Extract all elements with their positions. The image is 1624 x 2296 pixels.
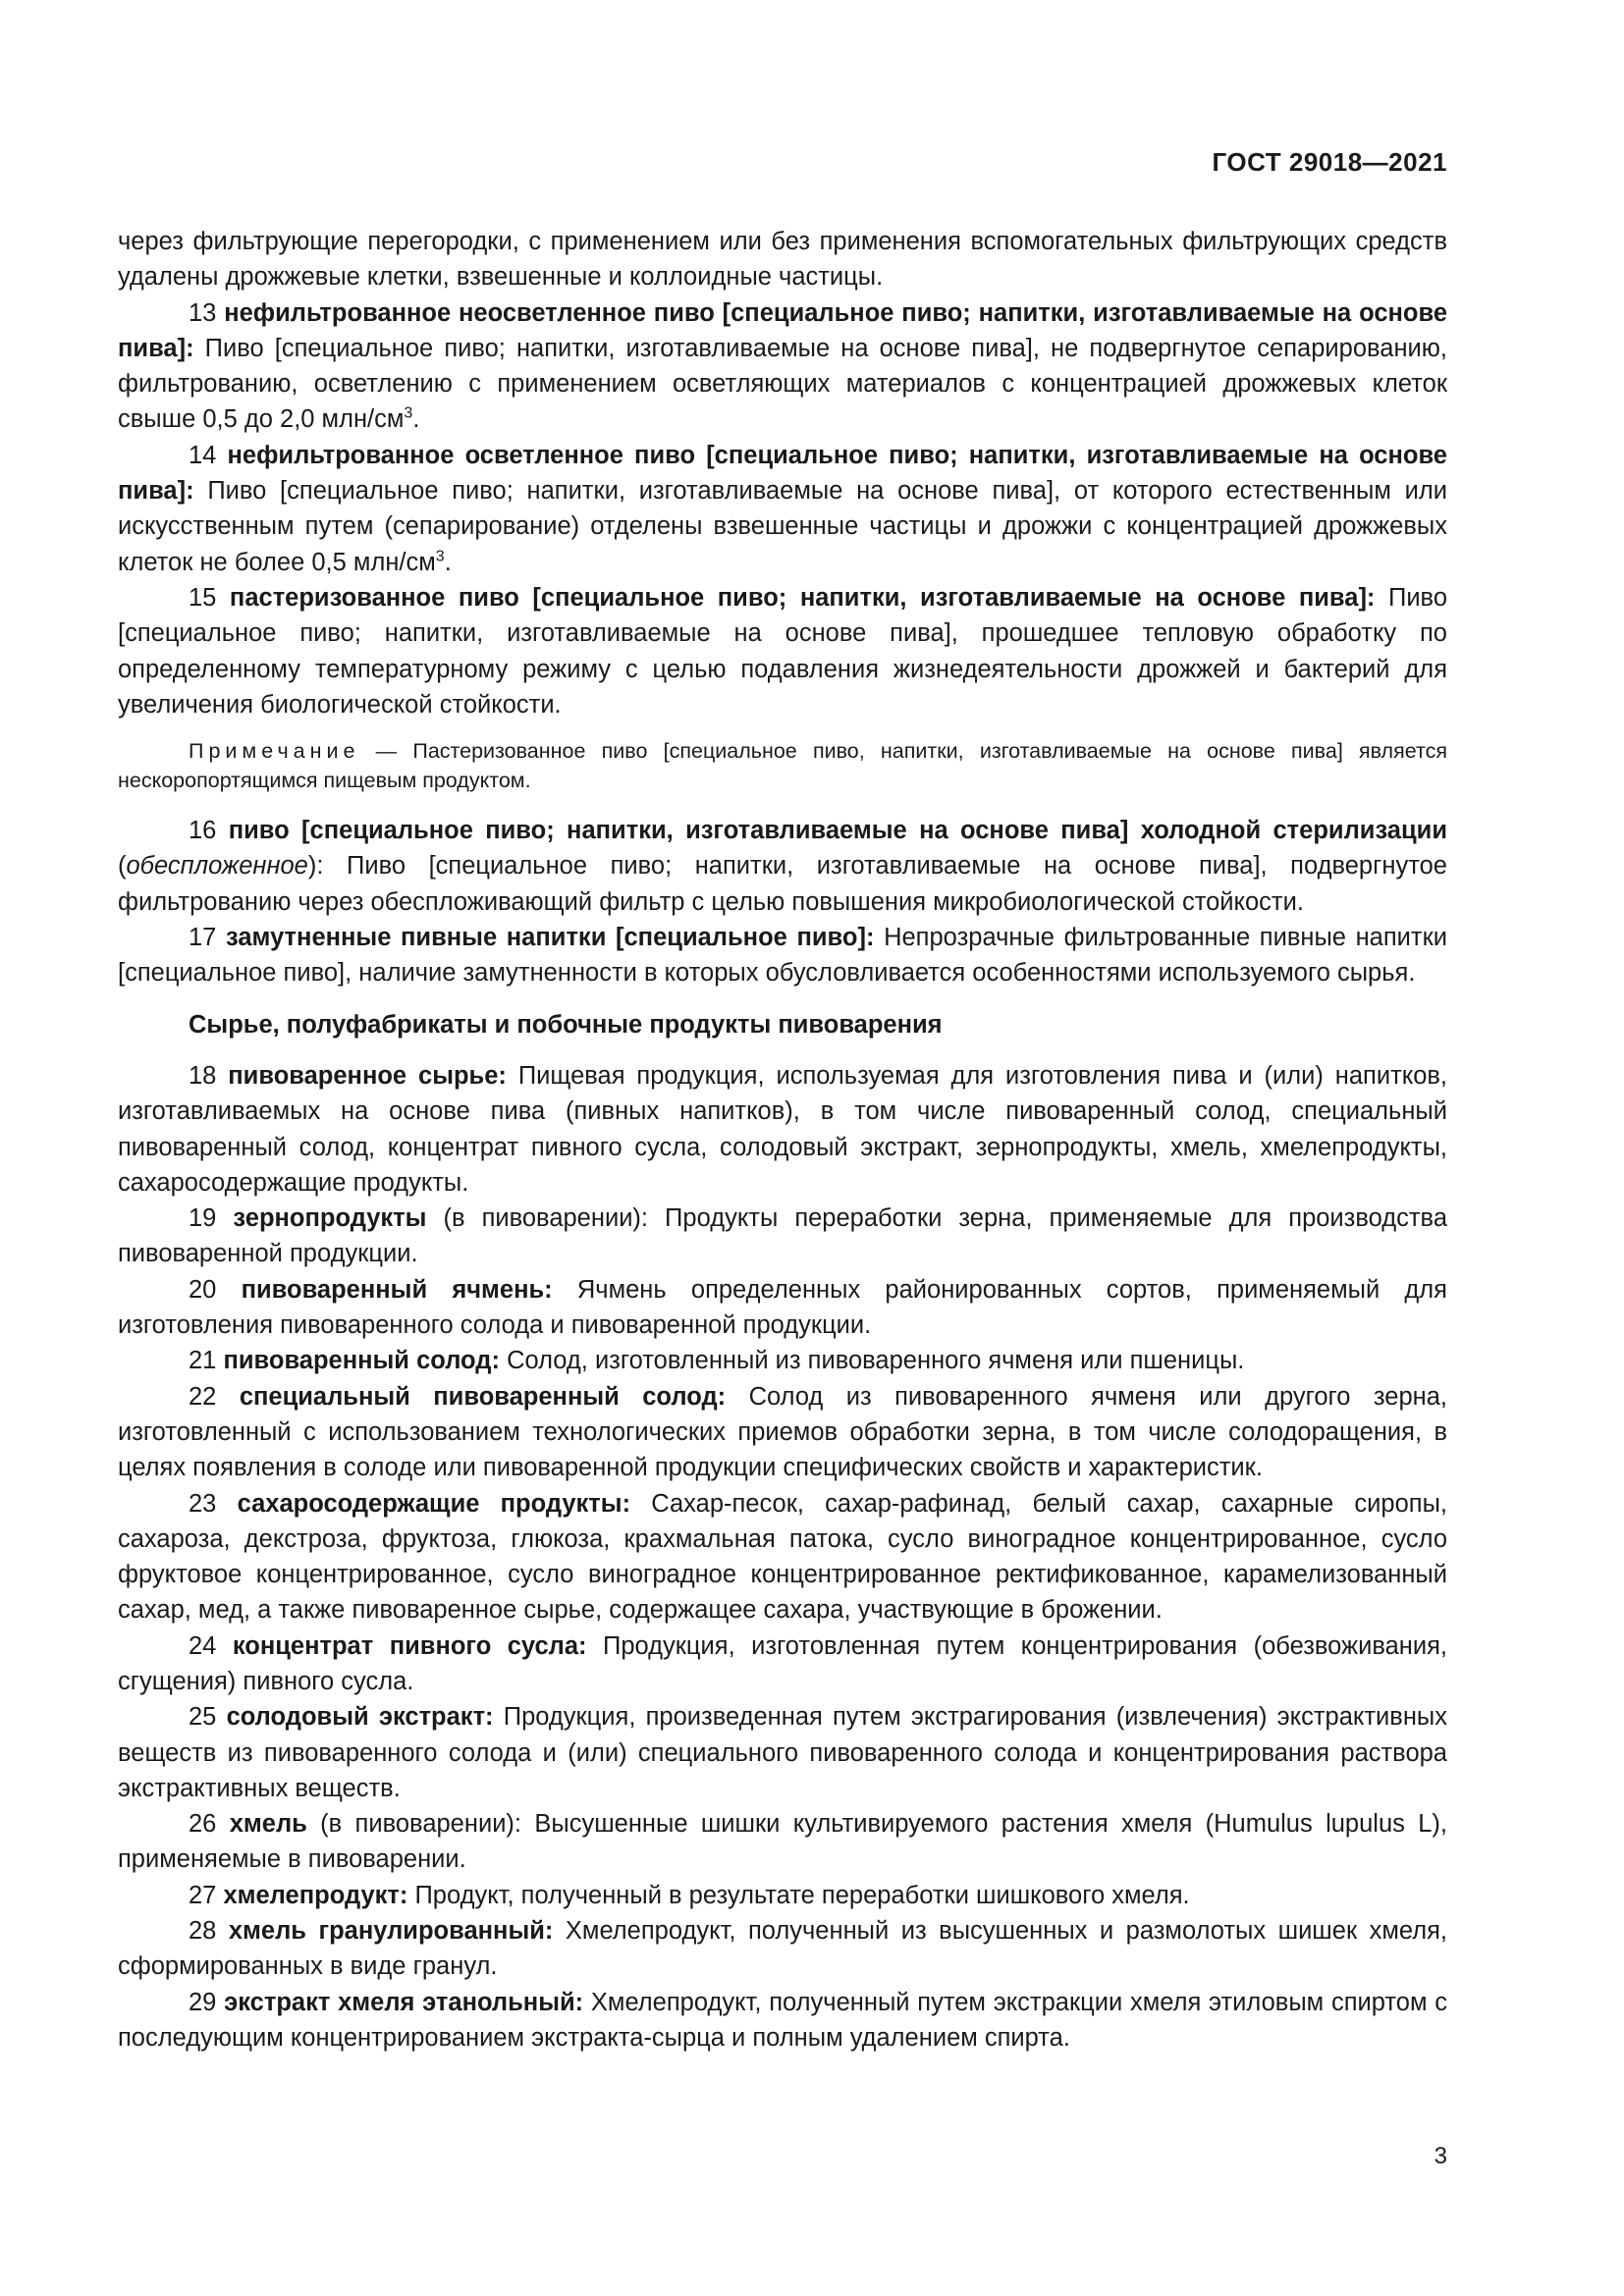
term-name: замутненные пивные напитки [специальное пиво]: xyxy=(226,924,875,952)
term-definition xyxy=(118,295,1447,438)
term-name: сахаросодержащие продукты: xyxy=(237,1489,631,1518)
text-run: Пищевая продукция, используемая для изготовления пива и (или) напитков, изготавливаемых на основе пива (пивных напитков), в том числе пивоваренный солод, специальный пивоваренный солод, концентрат пивного сусла, солодовый экстракт, зернопродукты, хмель, хмелепродукты, сахаросодержащие продукты. xyxy=(118,1061,1448,1197)
text-run: . xyxy=(444,548,452,576)
text-run: Пиво [специальное пиво; напитки, изготавливаемые на основе пива], прошедшее тепловую обработку по определенному температурному режиму с целью подавления жизнедеятельности дрожжей и бактерий для увеличения биологической стойкости. xyxy=(118,583,1448,719)
term-name: экстракт хмеля этанольный: xyxy=(224,1988,584,2016)
text-run: 15 xyxy=(189,583,230,612)
term-name: хмелепродукт: xyxy=(223,1881,408,1909)
term-name: пивоваренный ячмень: xyxy=(241,1275,553,1304)
page-number: 3 xyxy=(1434,2143,1447,2169)
note-paragraph xyxy=(118,736,1447,795)
text-run: 27 xyxy=(189,1881,224,1909)
document-body xyxy=(118,224,1447,2056)
text-run: Продукция, изготовленная путем концентрирования (обезвоживания, сгущения) пивного сусла. xyxy=(118,1631,1448,1695)
text-run: Сырье, полуфабрикаты и побочные продукты пивоварения xyxy=(189,1010,943,1039)
term-definition xyxy=(118,1201,1447,1272)
term-definition xyxy=(118,813,1447,920)
term-name: пастеризованное пиво [специальное пиво; напитки, изготавливаемые на основе пива]: xyxy=(229,583,1376,612)
text-run: — Пастеризованное пиво [специальное пиво, напитки, изготавливаемые на основе пива] является нескоропортящимся пищевым продуктом. xyxy=(118,739,1447,793)
text-run: Солод, изготовленный из пивоваренного ячменя или пшеницы. xyxy=(499,1347,1245,1375)
text-run: ( xyxy=(118,852,127,881)
text-run: 26 xyxy=(189,1810,230,1839)
text-run: (в пивоварении): Продукты переработки зерна, применяемые для производства пивоваренной продукции. xyxy=(118,1204,1448,1268)
text-run: через фильтрующие перегородки, с применением или без применения вспомогательных фильтрующих средств удалены дрожжевые клетки, взвешенные и коллоидные частицы. xyxy=(118,228,1447,292)
text-run: Продукт, полученный в результате переработки шишкового хмеля. xyxy=(407,1881,1190,1909)
term-name: пивоваренное сырье: xyxy=(228,1061,507,1090)
text-run: (в пивоварении): Высушенные шишки культивируемого растения хмеля (Humulus lupulus L), применяемые в пивоварении. xyxy=(118,1810,1447,1874)
text-run: Непрозрачные фильтрованные пивные напитки [специальное пиво], наличие замутненности в которых обусловливается особенностями используемого сырья. xyxy=(118,924,1448,988)
term-name: зернопродукты xyxy=(233,1204,427,1233)
text-run: Пиво [специальное пиво; напитки, изготавливаемые на основе пива], от которого естественным или искусственным путем (сепарирование) отделены взвешенные частицы и дрожжи с концентрацией дрожжевых клеток не более 0,5 млн/см xyxy=(118,477,1447,576)
continuation-paragraph xyxy=(118,224,1447,295)
term-definition xyxy=(118,1629,1447,1700)
text-run: . xyxy=(412,405,420,434)
text-run: 16 xyxy=(189,817,229,845)
text-run: ): Пиво [специальное пиво; напитки, изготавливаемые на основе пива], подвергнутое фильтрованию через обеспложивающий фильтр с целью повышения микробиологической стойкости. xyxy=(118,852,1447,916)
text-run: 13 xyxy=(189,298,225,327)
term-name: специальный пивоваренный солод: xyxy=(239,1382,727,1411)
term-definition xyxy=(118,1699,1447,1806)
term-definition xyxy=(118,1806,1447,1878)
term-name: нефильтрованное неосветленное пиво [специальное пиво; напитки, изготавливаемые на основе пива]: xyxy=(118,298,1448,362)
term-definition xyxy=(118,1486,1447,1629)
term-name: хмель гранулированный: xyxy=(228,1917,554,1946)
term-name: пивоваренный солод: xyxy=(223,1347,500,1375)
text-run: Хмелепродукт, полученный из высушенных и размолотых шишек хмеля, сформированных в виде гранул. xyxy=(118,1917,1447,1981)
superscript: 3 xyxy=(404,404,413,422)
text-run: Пиво [специальное пиво; напитки, изготавливаемые на основе пива], не подвергнутое сепарированию, фильтрованию, осветлению с применением осветляющих материалов с концентрацией дрожжевых клеток свыше 0,5 до 2,0 млн/см xyxy=(118,334,1447,434)
note-label: Примечание xyxy=(189,739,360,764)
text-run: Солод из пивоваренного ячменя или другого зерна, изготовленный с использованием технологических приемов обработки зерна, в том числе солодоращения, в целях появления в солоде или пивоваренной продукции специфических свойств и характеристик. xyxy=(118,1382,1448,1482)
term-definition xyxy=(118,1913,1447,1985)
term-definition xyxy=(118,920,1447,991)
term-definition xyxy=(118,1058,1447,1201)
term-definition xyxy=(118,580,1447,722)
text-run: 23 xyxy=(189,1489,238,1518)
term-definition xyxy=(118,1379,1447,1486)
text-run: 18 xyxy=(189,1061,229,1090)
text-run: 25 xyxy=(189,1703,227,1732)
text-run: Хмелепродукт, полученный путем экстракции хмеля этиловым спиртом с последующим концентрированием экстракта-сырца и полным удалением спирта. xyxy=(118,1988,1447,2052)
document-id-header: ГОСТ 29018—2021 xyxy=(1212,147,1447,177)
term-definition xyxy=(118,1343,1447,1378)
text-run: обеспложенное xyxy=(126,852,308,881)
text-run: Сахар-песок, сахар-рафинад, белый сахар, сахарные сиропы, сахароза, декстроза, фруктоза, глюкоза, крахмальная патока, сусло виноградное концентрированное, сусло фруктовое концентрированное, сусло виноградное концентрированное ректификованное, карамелизованный сахар, мед, а также пивоваренное сырье, содержащее сахара, участвующие в брожении. xyxy=(118,1489,1448,1625)
term-definition xyxy=(118,1985,1447,2056)
text-run: 20 xyxy=(189,1275,242,1304)
term-name: пиво [специальное пиво; напитки, изготавливаемые на основе пива] холодной стерилизации xyxy=(228,817,1447,845)
superscript: 3 xyxy=(435,548,445,565)
text-run: 29 xyxy=(189,1988,225,2016)
term-definition xyxy=(118,1878,1447,1913)
text-run: 22 xyxy=(189,1382,240,1411)
text-run: 17 xyxy=(189,924,227,952)
term-name: хмель xyxy=(229,1810,307,1839)
text-run: 28 xyxy=(189,1917,229,1946)
text-run: 19 xyxy=(189,1204,234,1233)
term-name: нефильтрованное осветленное пиво [специальное пиво; напитки, изготавливаемые на основе пива]: xyxy=(118,441,1447,506)
text-run: 24 xyxy=(189,1631,233,1660)
term-definition xyxy=(118,438,1447,580)
text-run: 14 xyxy=(189,441,228,469)
text-run: Продукция, произведенная путем экстрагирования (извлечения) экстрактивных веществ из пивоваренного солода и (или) специального пивоваренного солода и концентрирования раствора экстрактивных веществ. xyxy=(118,1703,1447,1802)
section-heading xyxy=(118,1007,1447,1042)
text-run: 21 xyxy=(189,1347,224,1375)
term-name: концентрат пивного сусла: xyxy=(232,1631,587,1660)
term-definition xyxy=(118,1272,1447,1344)
text-run: Ячмень определенных районированных сортов, применяемый для изготовления пивоваренного солода и пивоваренной продукции. xyxy=(118,1275,1447,1340)
term-name: солодовый экстракт: xyxy=(226,1703,494,1732)
